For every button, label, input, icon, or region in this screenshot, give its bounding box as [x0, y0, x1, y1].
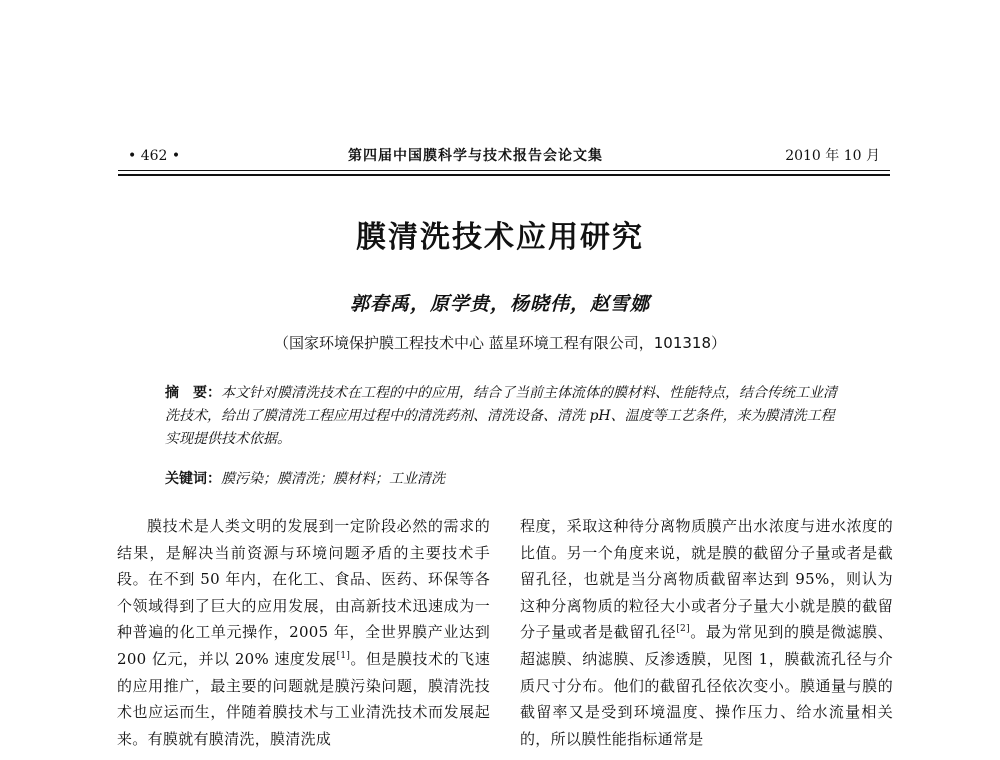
abstract-text: 本文针对膜清洗技术在工程的中的应用，结合了当前主体流体的膜材料、性能特点，结合传统工业清洗技术，给出了膜清洗工程应用过程中的清洗药剂、清洗设备、清洗 pH、温度等工艺条件，来为膜清洗工程实现提供技术依据。: [165, 385, 837, 447]
keywords-text: 膜污染；膜清洗；膜材料；工业清洗: [221, 471, 445, 487]
author-affiliation: （国家环境保护膜工程技术中心 蓝星环境工程有限公司，101318）: [273, 334, 727, 352]
header-rule-thick: [118, 174, 890, 176]
page-number: • 462 •: [128, 148, 181, 164]
abstract-label: 摘 要：: [165, 385, 221, 401]
body-column-left: [117, 513, 490, 752]
journal-title: 第四届中国膜科学与技术报告会论文集: [348, 148, 603, 164]
keywords: [165, 468, 845, 490]
author-list: 郭春禹，原学贵，杨晓伟，赵雪娜: [349, 293, 650, 315]
header-rule-thin: [118, 170, 890, 171]
running-header: [118, 146, 890, 166]
keywords-label: 关键词：: [165, 471, 221, 487]
paper-title: 膜清洗技术应用研究: [356, 220, 644, 255]
body-right-text-2: 。最为常见到的膜是微滤膜、超滤膜、纳滤膜、反渗透膜，见图 1，膜截流孔径与介质尺寸分布。他们的截留孔径依次变小。膜通量与膜的截留率又是受到环境温度、操作压力、给水流量相关的，所以膜性能指标通常是: [520, 623, 893, 748]
body-column-right: [520, 513, 893, 752]
body-left-text-2: 。但是膜技术的飞速的应用推广，最主要的问题就是膜污染问题，膜清洗技术也应运而生，伴随着膜技术与工业清洗技术而发展起来。有膜就有膜清洗，膜清洗成: [117, 649, 490, 748]
citation-2: [2]: [676, 624, 690, 635]
citation-1: [1]: [336, 650, 351, 661]
publication-date: 2010 年 10 月: [785, 148, 880, 164]
body-right-text-1: 程度，采取这种待分离物质膜产出水浓度与进水浓度的比值。另一个角度来说，就是膜的截留分子量或者是截留孔径，也就是当分离物质截留率达到 95%，则认为这种分离物质的粒径大小或者分子量大小就是膜的截留分子量或者是截留孔径: [520, 517, 893, 642]
abstract: [165, 382, 845, 451]
body-left-text-1: 膜技术是人类文明的发展到一定阶段必然的需求的结果，是解决当前资源与环境问题矛盾的主要技术手段。在不到 50 年内，在化工、食品、医药、环保等各个领域得到了巨大的应用发展，由高新技术迅速成为一种普遍的化工单元操作，2005 年，全世界膜产业达到 200 亿元，并以 20% 速度发展: [117, 517, 490, 668]
